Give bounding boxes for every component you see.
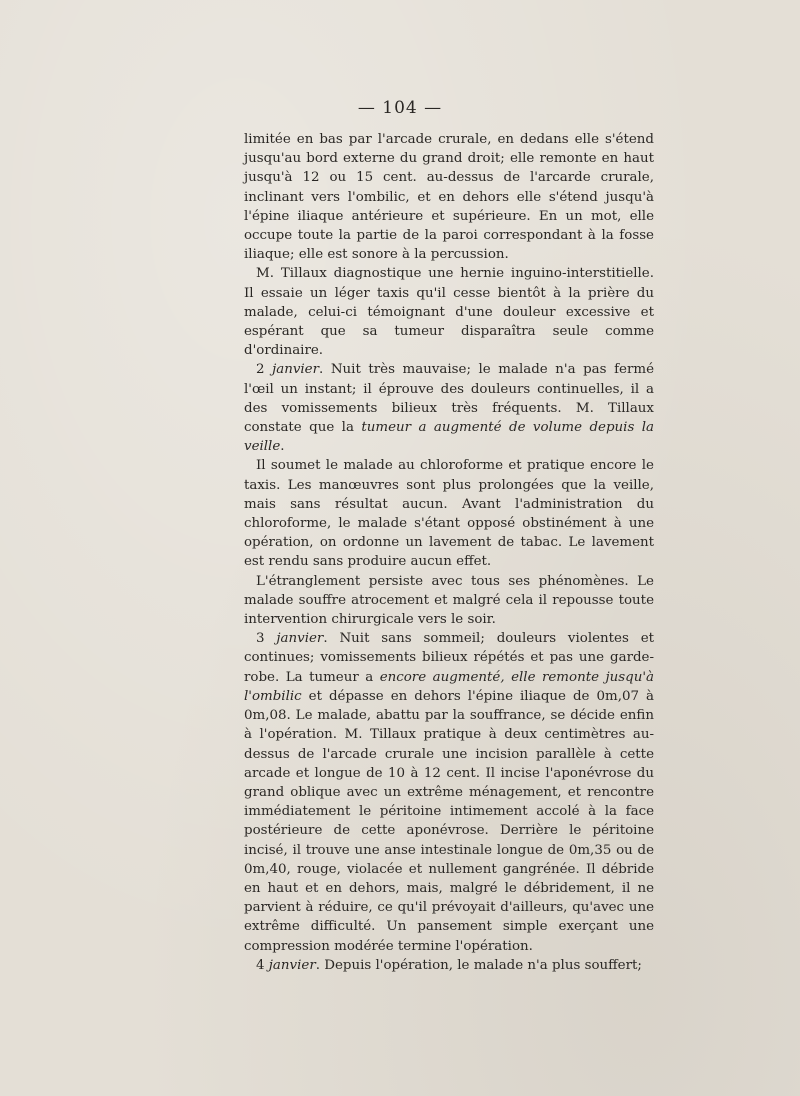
paragraph-p4 [244, 456, 654, 571]
italic-text: janvier [272, 362, 320, 378]
paragraph-p1 [244, 130, 654, 264]
text-run: Il soumet le malade au chloroforme et pratique encore le taxis. Les manœuvres sont plus prolongées que la veille, mais sans résultat aucun. Avant l'administration du chloroforme, le malade s'étant opposé obstinément à une opération, on ordonne un lavement de tabac. Le lavement est rendu sans produire aucun effet. [244, 458, 654, 570]
text-run: 2 [256, 362, 273, 378]
text-run: limitée en bas par l'arcade crurale, en dedans elle s'étend jusqu'au bord externe du grand droit; elle remonte en haut jusqu'à 12 ou 15 cent. au-dessus de l'arcarde crurale, inclinant vers l'ombilic, et en dehors elle s'étend jusqu'à l'épine iliaque antérieure et supérieure. En un mot, elle occupe toute la partie de la paroi correspondant à la fosse iliaque; elle est sonore à la percussion. [244, 132, 654, 263]
paragraph-p7 [244, 956, 654, 975]
text-run: L'étranglement persiste avec tous ses phénomènes. Le malade souffre atrocement et malgré cela il repousse toute intervention chirurgicale vers le soir. [244, 573, 654, 628]
text-run: . Nuit très mauvaise; le malade n'a pas fermé l'œil un instant; il éprouve des douleurs continuelles, il a des vomissements bilieux très fréquents. M. Tillaux constate que la [244, 362, 654, 436]
paragraph-p6 [244, 629, 654, 955]
body-text [244, 130, 654, 975]
text-run: 3 [256, 631, 277, 647]
page-number: — 104 — [357, 98, 443, 118]
italic-text: janvier [276, 631, 324, 647]
paragraph-p2 [244, 264, 654, 360]
paragraph-p3 [244, 360, 654, 456]
text-run: . [280, 439, 285, 455]
text-run: 4 [256, 957, 269, 973]
text-run: M. Tillaux diagnostique une hernie inguino-interstitielle. Il essaie un léger taxis qu'il cesse bientôt à la prière du malade, celui-ci témoignant d'une douleur excessive et espérant que sa tumeur disparaîtra seule comme d'ordinaire. [244, 266, 654, 359]
italic-text: tumeur a augmenté de volume depuis la veille [244, 420, 655, 455]
text-run: . Nuit sans sommeil; douleurs violentes et continues; vomissements bilieux répétés et pas une garde-robe. La tumeur a [244, 631, 654, 685]
text-run: et dépasse en dehors l'épine iliaque de 0m,07 à 0m,08. Le malade, abattu par la souffrance, se décide enfin à l'opération. M. Tillaux pratique à deux centimètres au-dessus de l'arcade crurale une incision parallèle à cette arcade et longue de 10 à 12 cent. Il incise l'aponévrose du grand oblique avec un extrême ménagement, et rencontre immédiatement le péritoine intimement accolé à la face postérieure de cette aponévrose. Derrière le péritoine incisé, il trouve une anse intestinale longue de 0m,35 ou de 0m,40, rouge, violacée et nullement gangrénée. Il débride en haut et en dehors, mais, malgré le débridement, il ne parvient à réduire, ce qu'il prévoyait d'ailleurs, qu'avec une extrême difficulté. Un pansement simple exerçant une compression modérée termine l'opération. [244, 688, 654, 954]
italic-text: janvier [268, 957, 316, 973]
paragraph-p5 [244, 572, 654, 630]
text-run: . Depuis l'opération, le malade n'a plus souffert; [315, 957, 642, 973]
italic-text: encore augmenté, elle remonte jusqu'à l'ombilic [244, 669, 654, 704]
